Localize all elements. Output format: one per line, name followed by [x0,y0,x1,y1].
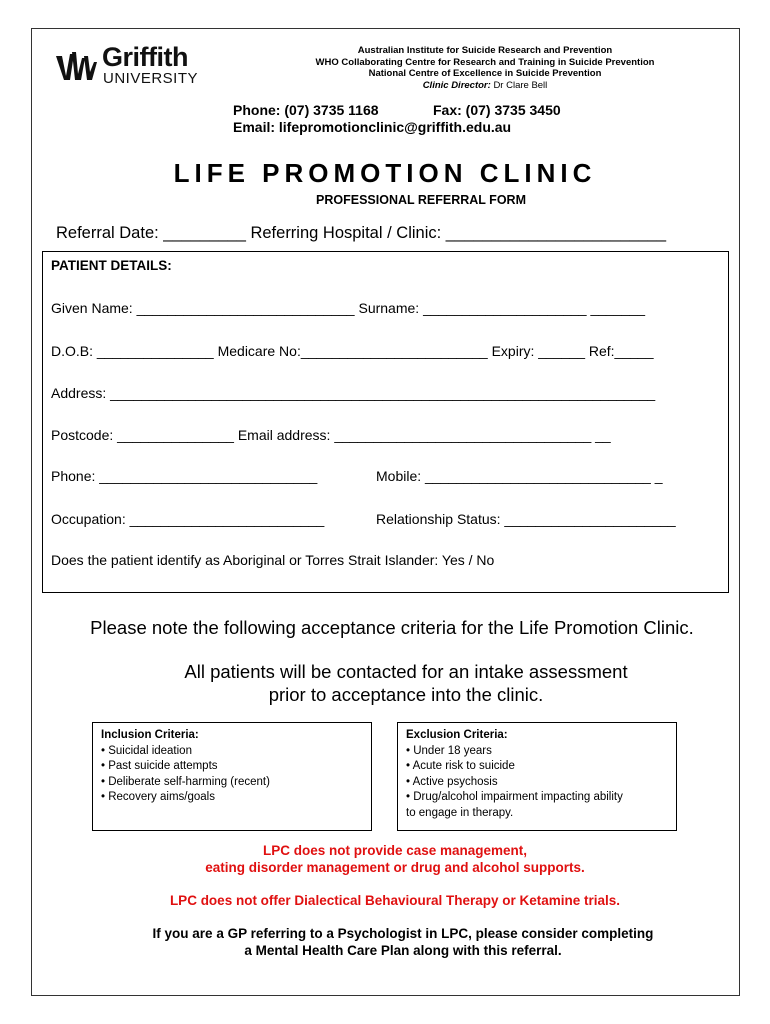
patient-details-heading: PATIENT DETAILS: [51,258,172,273]
gp-notice-line-1: If you are a GP referring to a Psychologist in LPC, please consider completing [152,926,654,941]
postcode-field[interactable]: Postcode: _______________ Email address: _________________________________ __ [51,427,611,443]
institute-line-3: National Centre of Excellence in Suicide Prevention [368,68,602,79]
case-management-line-1: LPC does not provide case management, [262,843,528,858]
dbt-ketamine-notice: LPC does not offer Dialectical Behavioural Therapy or Ketamine trials. [169,893,621,908]
page-title: LIFE PROMOTION CLINIC [173,158,597,188]
mobile-field[interactable]: Mobile: _____________________________ _ [376,468,663,484]
exclusion-criteria-box [397,722,677,831]
email-address: Email: lifepromotionclinic@griffith.edu.au [233,119,512,135]
relationship-status-field[interactable]: Relationship Status: ______________________ [376,511,676,527]
intake-note-line-2: prior to acceptance into the clinic. [268,684,544,705]
clinic-director-name: Dr Clare Bell [493,79,548,91]
exclusion-item: to engage in therapy. [406,806,514,819]
exclusion-item: • Under 18 years [406,744,492,757]
case-management-notice [0,842,770,876]
given-name-field[interactable]: Given Name: ____________________________ Surname: _____________________ _______ [51,300,645,316]
address-field[interactable]: Address: ______________________________________________________________________ [51,385,656,401]
clinic-director [245,80,725,92]
exclusion-item: • Acute risk to suicide [406,760,515,772]
phone-field[interactable]: Phone: ____________________________ [51,468,318,484]
inclusion-item: • Deliberate self-harming (recent) [101,775,270,788]
inclusion-criteria-box [92,722,372,831]
intake-assessment-note [0,660,770,706]
institute-header [245,45,725,91]
acceptance-criteria-note: Please note the following acceptance criteria for the Life Promotion Clinic. [90,617,694,638]
institute-line-2: WHO Collaborating Centre for Research and Training in Suicide Prevention [315,56,655,68]
logo-wordmark: Griffith [102,42,188,72]
intake-note-line-1: All patients will be contacted for an intake assessment [184,661,628,682]
griffith-logo [54,42,204,88]
exclusion-item: • Drug/alcohol impairment impacting ability [406,791,623,803]
exclusion-heading: Exclusion Criteria: [406,729,508,741]
phone-number: Phone: (07) 3735 1168 [233,102,379,118]
inclusion-item: • Suicidal ideation [101,744,192,757]
case-management-line-2: eating disorder management or drug and alcohol supports. [205,860,585,875]
referral-line[interactable]: Referral Date: _________ Referring Hospital / Clinic: ________________________ [56,224,667,242]
occupation-field[interactable]: Occupation: _________________________ [51,511,325,527]
patient-details-box [42,251,729,593]
exclusion-item: • Active psychosis [406,775,498,788]
institute-line-1: Australian Institute for Suicide Research and Prevention [357,45,613,56]
inclusion-heading: Inclusion Criteria: [101,729,199,741]
logo-subtitle: UNIVERSITY [103,70,199,87]
inclusion-item: • Recovery aims/goals [101,791,215,803]
form-subtitle: PROFESSIONAL REFERRAL FORM [316,193,526,207]
gp-notice-line-2: a Mental Health Care Plan along with this referral. [244,943,562,958]
clinic-director-label: Clinic Director: [422,79,491,91]
dob-field[interactable]: D.O.B: _______________ Medicare No:________________________ Expiry: ______ Ref:_____ [51,343,654,359]
griffith-emblem-icon [54,50,100,84]
inclusion-item: • Past suicide attempts [101,760,218,772]
gp-notice [0,925,770,959]
aboriginal-question[interactable]: Does the patient identify as Aboriginal or Torres Strait Islander: Yes / No [51,552,495,568]
fax-number: Fax: (07) 3735 3450 [433,102,561,118]
